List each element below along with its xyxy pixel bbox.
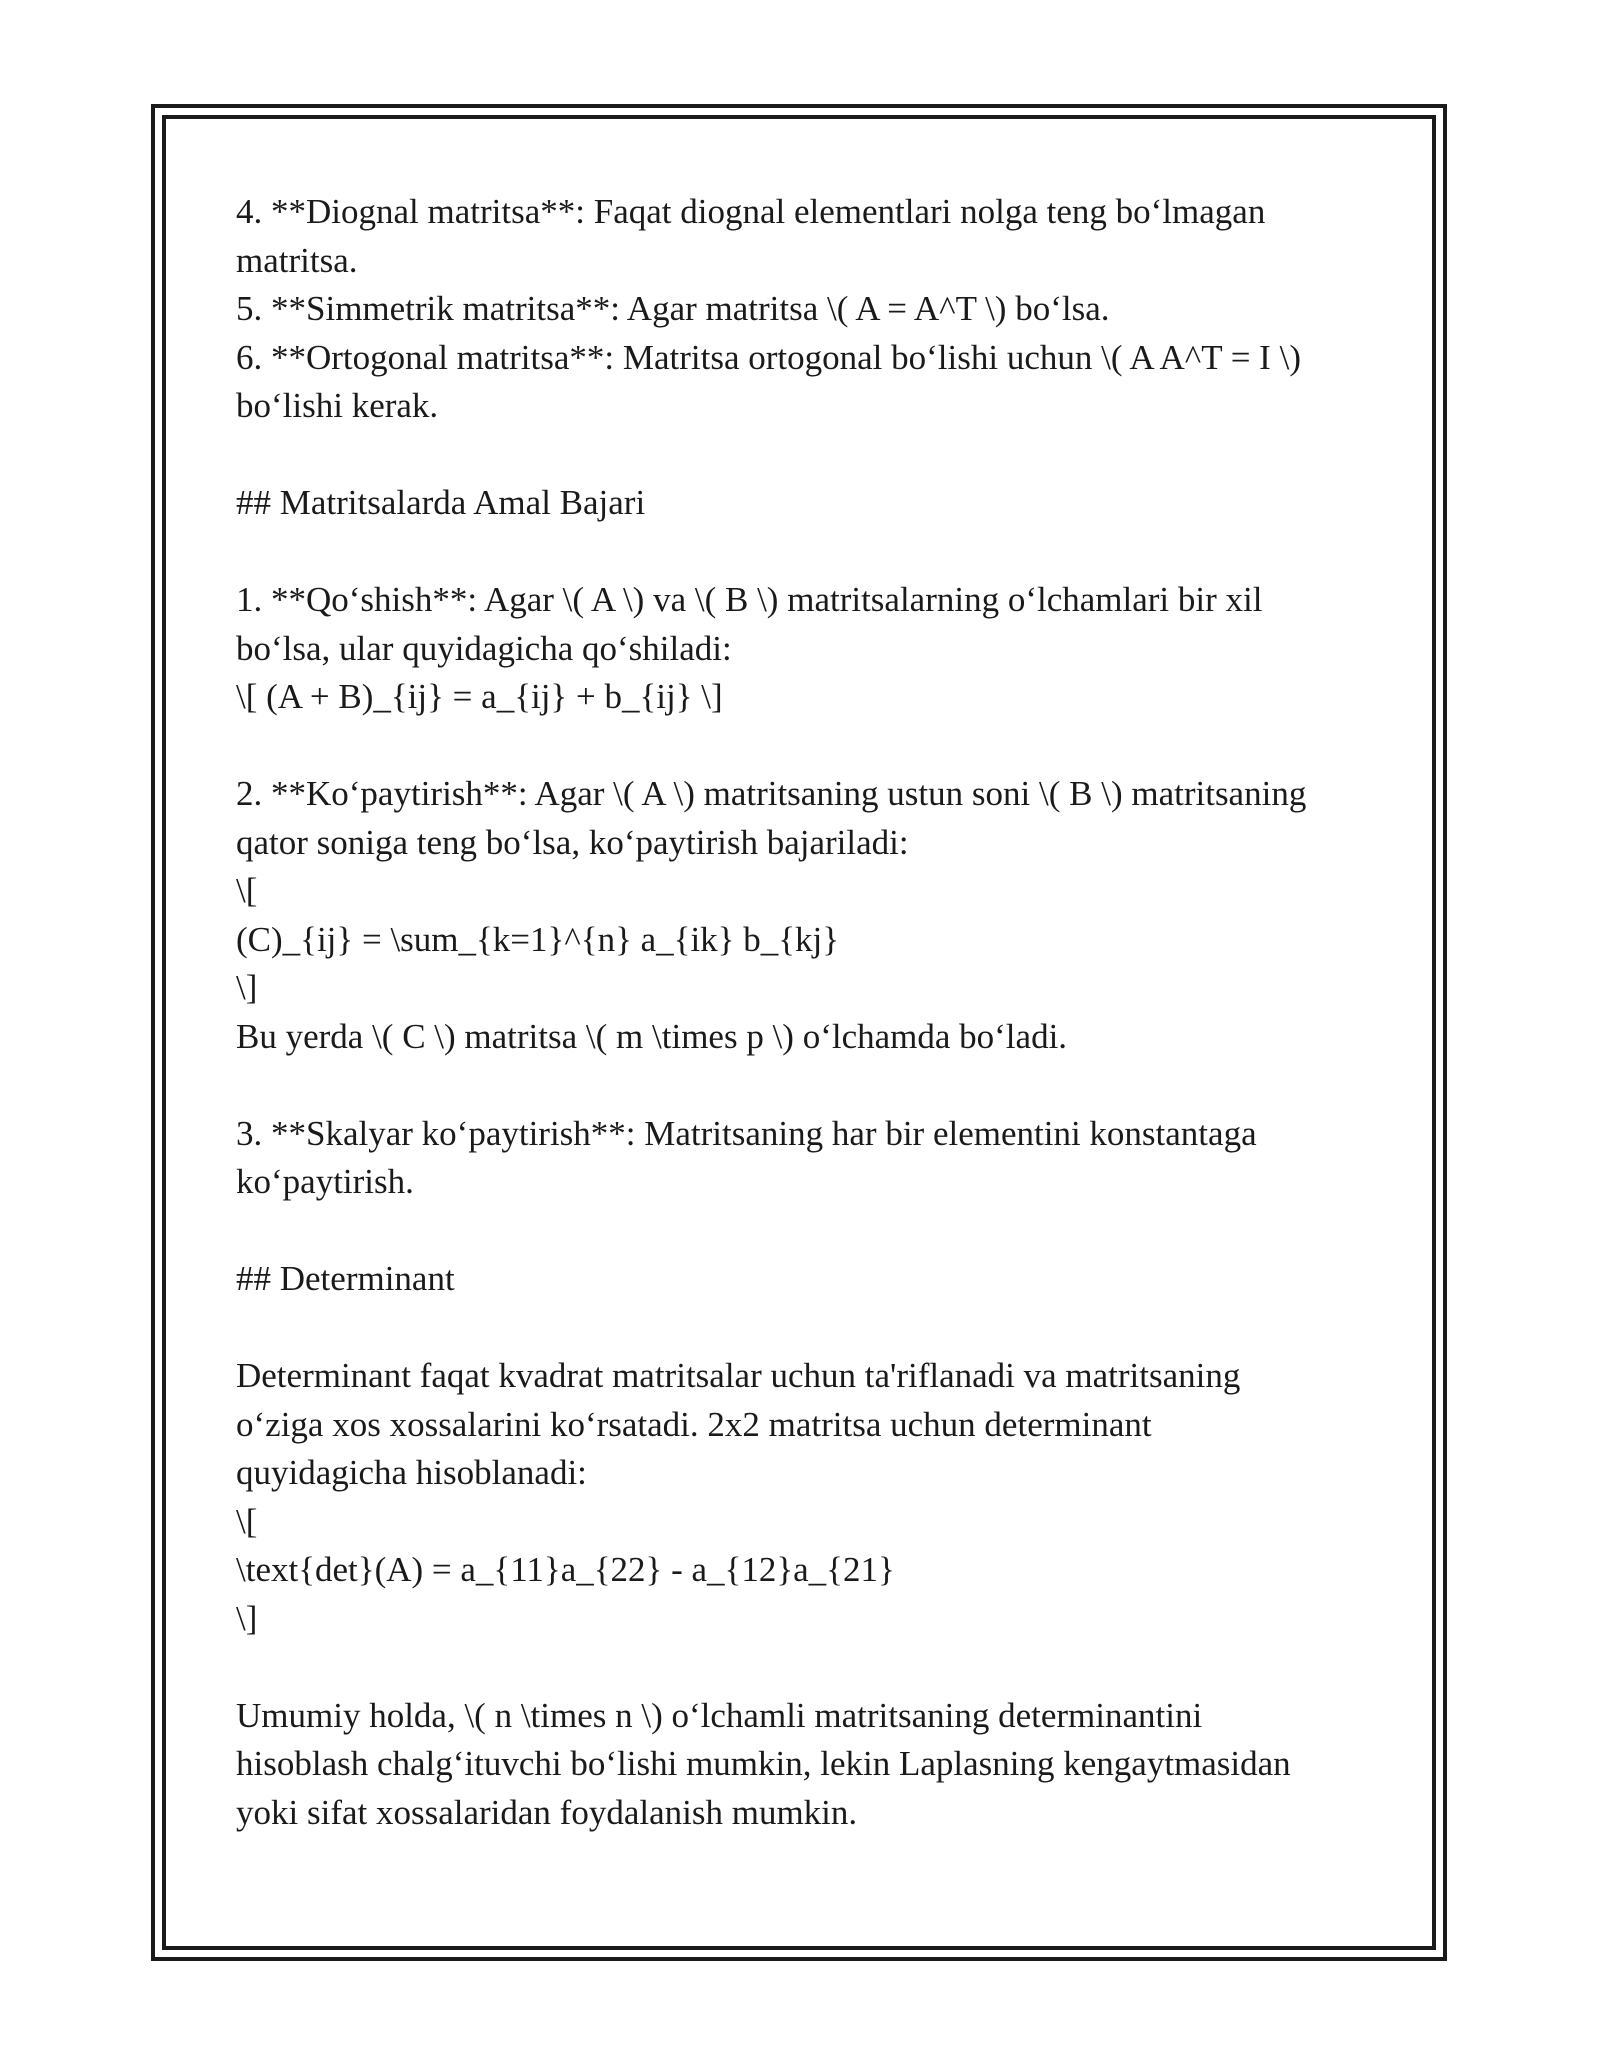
formula-open: \[ bbox=[236, 871, 258, 910]
heading-matrix-operations: ## Matritsalarda Amal Bajari bbox=[236, 483, 646, 522]
list-item-scalar-multiplication: 3. **Skalyar ko‘paytirish**: Matritsaning har bir elementini konstantaga bbox=[236, 1113, 1257, 1153]
formula-close: \] bbox=[236, 968, 258, 1007]
formula-multiplication: (C)_{ij} = \sum_{k=1}^{n} a_{ik} b_{kj} bbox=[236, 919, 840, 959]
blank-line bbox=[236, 528, 1376, 577]
formula-determinant: \text{det}(A) = a_{11}a_{22} - a_{12}a_{21} bbox=[236, 1550, 895, 1589]
list-item-symmetric-matrix: 5. **Simmetrik matritsa**: Agar matritsa \( A = A^T \) bo‘lsa. bbox=[236, 289, 1110, 328]
list-item-addition: 1. **Qo‘shish**: Agar \( A \) va \( B \) matritsalarning o‘lchamlari bir xil bbox=[236, 580, 1263, 619]
paragraph-general-case: Umumiy holda, \( n \times n \) o‘lchamli matritsaning determinantini bbox=[236, 1695, 1203, 1735]
list-item-multiplication: 2. **Ko‘paytirish**: Agar \( A \) matritsaning ustun soni \( B \) matritsaning bbox=[236, 774, 1307, 813]
list-item-multiplication-cont: qator soniga teng bo‘lsa, ko‘paytirish bajariladi: bbox=[236, 822, 909, 862]
list-item-addition-cont: bo‘lsa, ular quyidagicha qo‘shiladi: bbox=[236, 628, 732, 668]
paragraph-determinant-cont: o‘ziga xos xossalarini ko‘rsatadi. 2x2 matritsa uchun determinant bbox=[236, 1404, 1152, 1444]
paragraph-general-case-cont: yoki sifat xossalaridan foydalanish mumkin. bbox=[236, 1792, 858, 1832]
formula-open: \[ bbox=[236, 1501, 258, 1541]
list-item-orthogonal-matrix-cont: bo‘lishi kerak. bbox=[236, 386, 439, 425]
paragraph-result-size: Bu yerda \( C \) matritsa \( m \times p \) o‘lchamda bo‘ladi. bbox=[236, 1016, 1068, 1056]
list-item-diagonal-matrix-cont: matritsa. bbox=[236, 240, 358, 280]
document-body bbox=[236, 188, 1376, 1837]
blank-line bbox=[236, 1304, 1376, 1353]
heading-determinant: ## Determinant bbox=[236, 1259, 455, 1298]
list-item-diagonal-matrix: 4. **Diognal matritsa**: Faqat diognal elementlari nolga teng bo‘lmagan bbox=[236, 192, 1266, 231]
list-item-scalar-multiplication-cont: ko‘paytirish. bbox=[236, 1162, 414, 1201]
list-item-orthogonal-matrix: 6. **Ortogonal matritsa**: Matritsa ortogonal bo‘lishi uchun \( A A^T = I \) bbox=[236, 337, 1301, 377]
formula-close: \] bbox=[236, 1598, 258, 1638]
blank-line bbox=[236, 1643, 1376, 1692]
blank-line bbox=[236, 431, 1376, 480]
blank-line bbox=[236, 722, 1376, 771]
paragraph-determinant: Determinant faqat kvadrat matritsalar uchun ta'riflanadi va matritsaning bbox=[236, 1356, 1241, 1395]
blank-line bbox=[236, 1061, 1376, 1110]
blank-line bbox=[236, 1207, 1376, 1256]
paragraph-determinant-cont: quyidagicha hisoblanadi: bbox=[236, 1453, 587, 1492]
paragraph-general-case-cont: hisoblash chalg‘ituvchi bo‘lishi mumkin, lekin Laplasning kengaytmasidan bbox=[236, 1744, 1291, 1783]
formula-addition: \[ (A + B)_{ij} = a_{ij} + b_{ij} \] bbox=[236, 677, 723, 716]
